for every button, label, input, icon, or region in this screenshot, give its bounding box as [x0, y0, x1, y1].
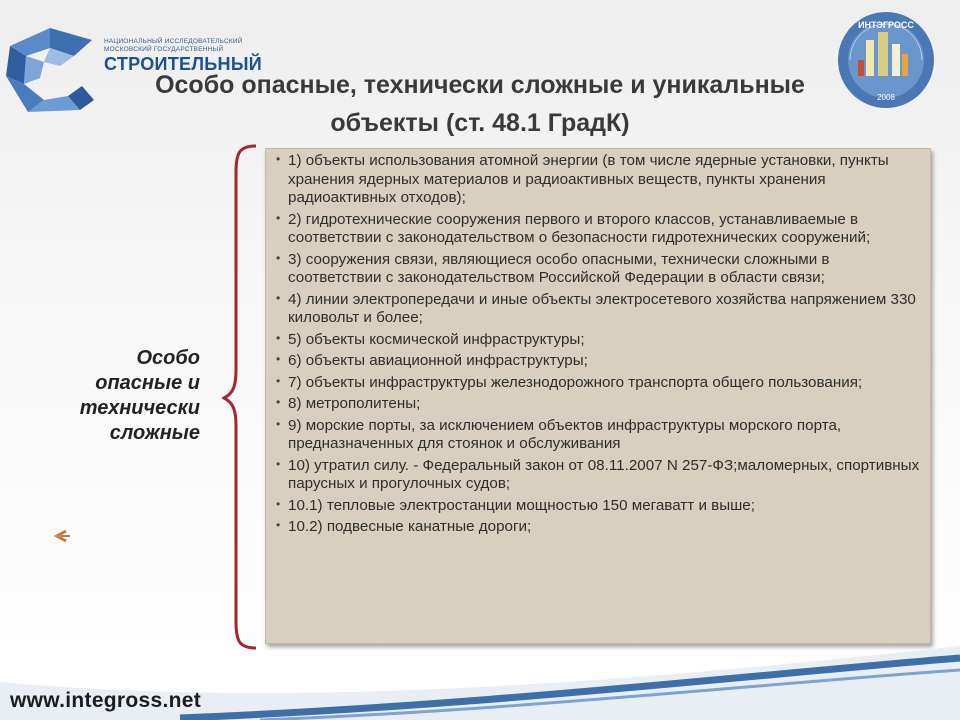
category-label-line1: Особо: [136, 347, 200, 369]
bullet-icon: •: [276, 373, 281, 388]
logo-name: СТРОИТЕЛЬНЫЙ: [104, 54, 262, 74]
objects-list: [265, 148, 931, 644]
list-item-text: 9) морские порты, за исключением объектов инфраструктуры морского порта, предназначенных для стоянок и обслуживания: [288, 416, 842, 452]
list-item: [272, 331, 922, 350]
list-item-text: 4) линии электропередачи и иные объекты электросетевого хозяйства напряжением 330 киловольт и более;: [288, 290, 916, 326]
list-item: [272, 395, 922, 414]
list-item-text: 1) объекты использования атомной энергии (в том числе ядерные установки, пункты хранения ядерных материалов и радиоактивных веществ, пункты хранения радиоактивных отходов);: [288, 152, 889, 206]
bullet-icon: •: [276, 290, 281, 305]
list-item-text: 6) объекты авиационной инфраструктуры;: [288, 352, 588, 369]
slide-title: [40, 66, 920, 142]
bullet-icon: •: [276, 210, 281, 225]
bullet-icon: •: [276, 352, 281, 366]
logo-subtitle-line2: МОСКОВСКИЙ ГОСУДАРСТВЕННЫЙ: [104, 46, 224, 53]
bullet-icon: •: [276, 416, 281, 431]
title-line-1: Особо опасные, технически сложные и уникальные: [155, 71, 805, 99]
list-item: [272, 417, 922, 454]
list-item: [272, 457, 922, 494]
bullet-icon: •: [276, 152, 281, 166]
bullet-icon: •: [276, 496, 281, 511]
logo-right-text: ИНТЭГРОСС: [858, 20, 914, 30]
list-item-text: 5) объекты космической инфраструктуры;: [288, 330, 585, 348]
title-line-2: объекты (ст. 48.1 ГрадК): [330, 109, 630, 137]
category-label: [40, 346, 200, 446]
logo-right-year: 2008: [877, 93, 895, 102]
list-item-text: 10) утратил силу. - Федеральный закон от 08.11.2007 N 257-ФЗ;маломерных, спортивных парусных и прогулочных судов;: [288, 456, 920, 492]
list-item-text: 10.1) тепловые электростанции мощностью 150 мегаватт и выше;: [288, 496, 755, 514]
bullet-icon: •: [276, 395, 281, 409]
curly-brace-icon: [222, 142, 262, 652]
category-label-line3: технически: [79, 397, 200, 419]
list-item-text: 2) гидротехнические сооружения первого и второго классов, устанавливаемые в соответствии с законодательством о безопасности гидротехнических сооружений;: [288, 210, 871, 246]
list-item-text: 7) объекты инфраструктуры железнодорожного транспорта общего пользования;: [288, 373, 863, 391]
category-label-line4: сложные: [109, 422, 200, 444]
bullet-icon: •: [276, 518, 281, 532]
list-item: [272, 251, 922, 288]
list-item: [272, 211, 922, 248]
bullet-icon: •: [276, 330, 281, 345]
arrow-left-icon: [52, 528, 72, 544]
list-item-text: 10.2) подвесные канатные дороги;: [288, 518, 532, 535]
bullet-icon: •: [276, 250, 281, 265]
list-item: [272, 374, 922, 393]
category-label-line2: опасные и: [95, 372, 200, 394]
list-item: [272, 497, 922, 516]
logo-subtitle-line1: НАЦИОНАЛЬНЫЙ ИССЛЕДОВАТЕЛЬСКИЙ: [104, 38, 243, 45]
list-item: [272, 291, 922, 328]
bullet-icon: •: [276, 456, 281, 471]
list-item: [272, 518, 922, 537]
list-item: [272, 352, 922, 371]
list-item-text: 3) сооружения связи, являющиеся особо опасными, технически сложными в соответствии с законодательством Российской Федерации в области связи;: [288, 250, 830, 286]
footer-link[interactable]: www.integross.net: [10, 689, 202, 712]
list-item-text: 8) метрополитены;: [288, 395, 421, 412]
list-item: [272, 152, 922, 208]
